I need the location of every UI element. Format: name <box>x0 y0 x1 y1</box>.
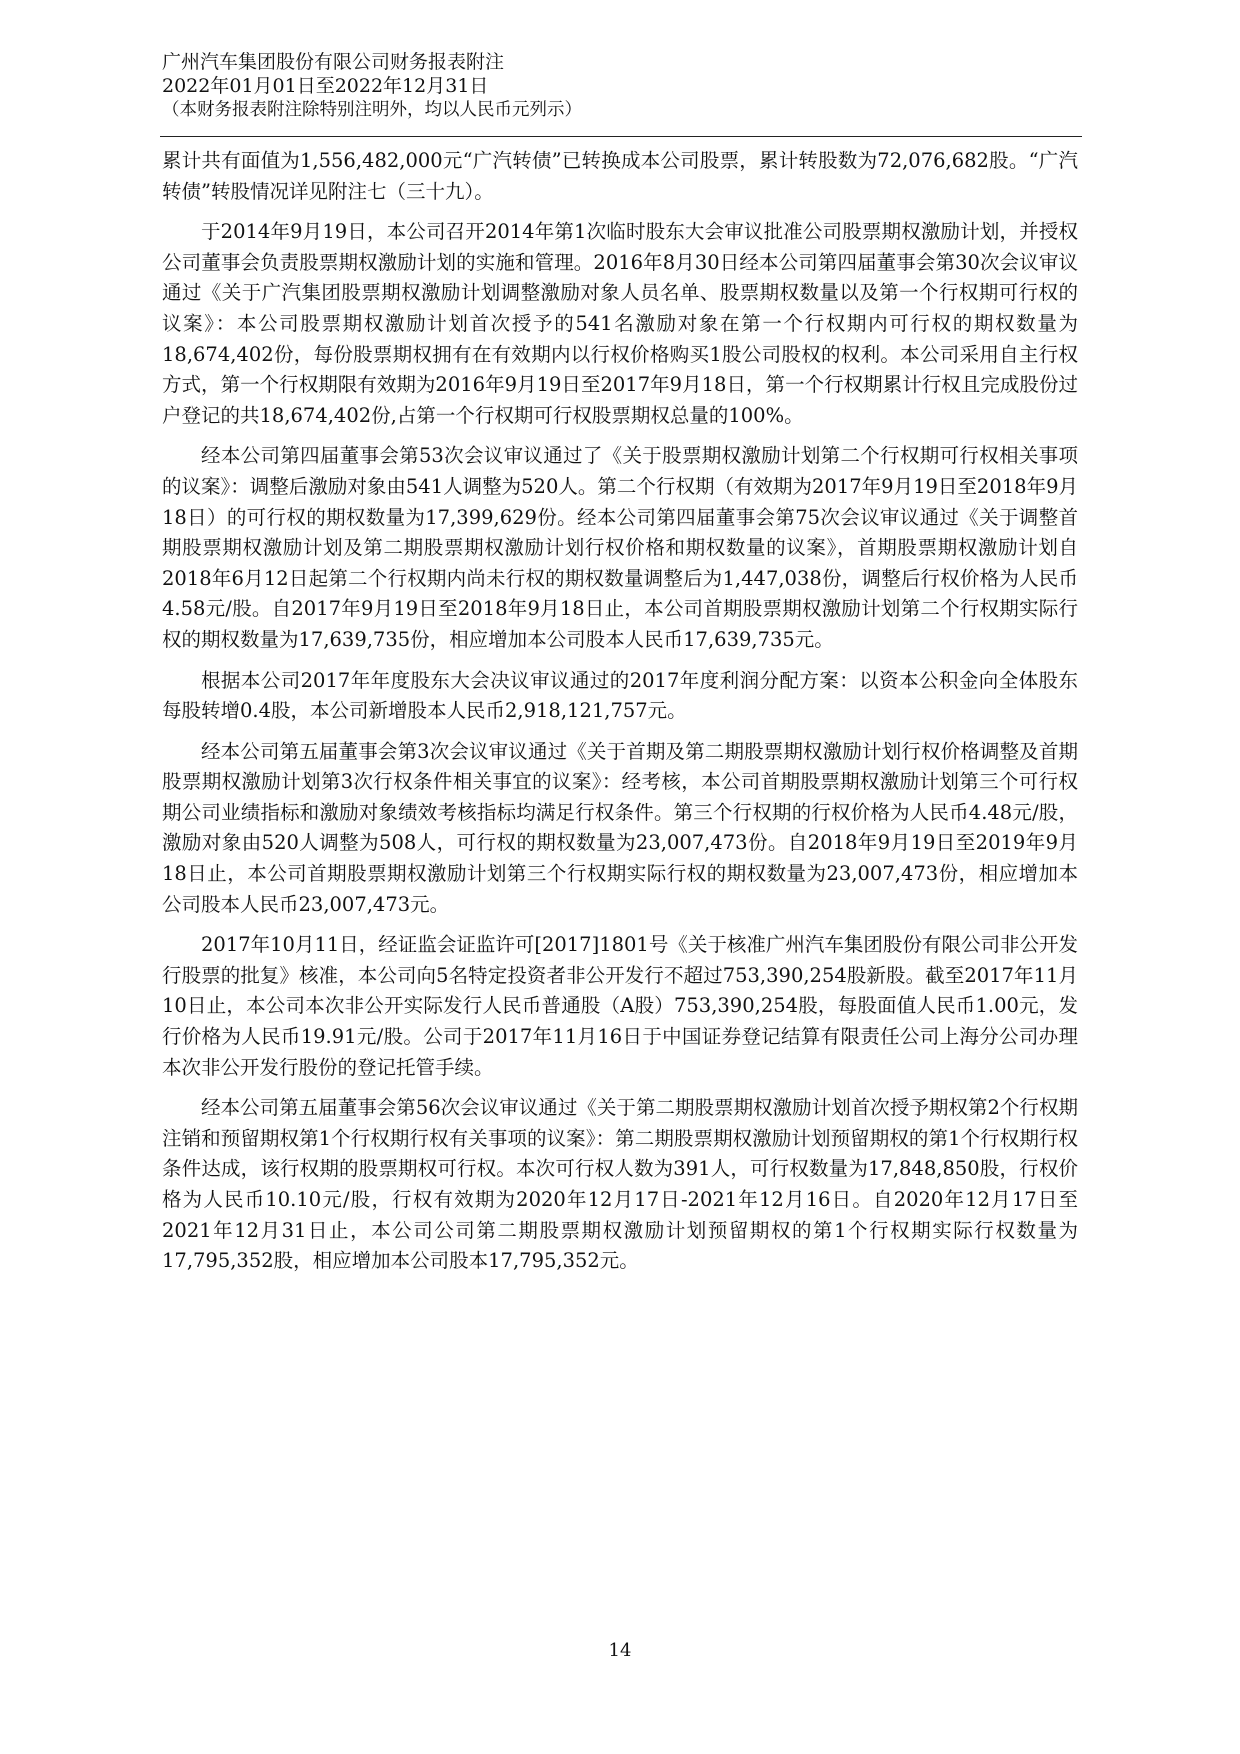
paragraph-4: 根据本公司2017年年度股东大会决议审议通过的2017年度利润分配方案：以资本公积金向全体股东每股转增0.4股，本公司新增股本人民币2,918,121,757元。 <box>162 668 1078 723</box>
currency-note: （本财务报表附注除特别注明外，均以人民币元列示） <box>162 100 582 120</box>
header-divider <box>160 136 1082 137</box>
document-body <box>162 146 1078 1287</box>
page-header <box>162 50 1082 122</box>
paragraph-2: 于2014年9月19日，本公司召开2014年第1次临时股东大会审议批准公司股票期权激励计划，并授权公司董事会负责股票期权激励计划的实施和管理。2016年8月30日经本公司第四届董事会第30次会议审议通过《关于广汽集团股票期权激励计划调整激励对象人员名单、股票期权数量以及第一个行权期可行权的议案》：本公司股票期权激励计划首次授予的541名激励对象在第一个行权期内可行权的期权数量为18,674,402份，每份股票期权拥有在有效期内以行权价格购买1股公司股权的权利。本公司采用自主行权方式，第一个行权期限有效期为2016年9月19日至2017年9月18日，第一个行权期累计行权且完成股份过户登记的共18,674,402份,占第一个行权期可行权股票期权总量的100%。 <box>162 220 1078 427</box>
report-period: 2022年01月01日至2022年12月31日 <box>162 75 489 97</box>
paragraph-6: 2017年10月11日，经证监会证监许可[2017]1801号《关于核准广州汽车集团股份有限公司非公开发行股票的批复》核准，本公司向5名特定投资者非公开发行不超过753,390,254股新股。截至2017年11月10日止，本公司本次非公开实际发行人民币普通股（A股）753,390,254股，每股面值人民币1.00元，发行价格为人民币19.91元/股。公司于2017年11月16日于中国证券登记结算有限责任公司上海分公司办理本次非公开发行股份的登记托管手续。 <box>162 933 1078 1079</box>
paragraph-3: 经本公司第四届董事会第53次会议审议通过了《关于股票期权激励计划第二个行权期可行权相关事项的议案》：调整后激励对象由541人调整为520人。第二个行权期（有效期为2017年9月19日至2018年9月18日）的可行权的期权数量为17,399,629份。经本公司第四届董事会第75次会议审议通过《关于调整首期股票期权激励计划及第二期股票期权激励计划行权价格和期权数量的议案》，首期股票期权激励计划自2018年6月12日起第二个行权期内尚未行权的期权数量调整后为1,447,038份，调整后行权价格为人民币4.58元/股。自2017年9月19日至2018年9月18日止，本公司首期股票期权激励计划第二个行权期实际行权的期权数量为17,639,735份，相应增加本公司股本人民币17,639,735元。 <box>162 444 1078 651</box>
company-title: 广州汽车集团股份有限公司财务报表附注 <box>162 51 505 73</box>
paragraph-7: 经本公司第五届董事会第56次会议审议通过《关于第二期股票期权激励计划首次授予期权第2个行权期注销和预留期权第1个行权期行权有关事项的议案》：第二期股票期权激励计划预留期权的第1个行权期行权条件达成，该行权期的股票期权可行权。本次可行权人数为391人，可行权数量为17,848,850股，行权价格为人民币10.10元/股，行权有效期为2020年12月17日-2021年12月16日。自2020年12月17日至2021年12月31日止，本公司公司第二期股票期权激励计划预留期权的第1个行权期实际行权数量为17,795,352股，相应增加本公司股本17,795,352元。 <box>162 1096 1078 1273</box>
paragraph-5: 经本公司第五届董事会第3次会议审议通过《关于首期及第二期股票期权激励计划行权价格调整及首期股票期权激励计划第3次行权条件相关事宜的议案》：经考核，本公司首期股票期权激励计划第三个可行权期公司业绩指标和激励对象绩效考核指标均满足行权条件。第三个行权期的行权价格为人民币4.48元/股，激励对象由520人调整为508人，可行权的期权数量为23,007,473份。自2018年9月19日至2019年9月18日止，本公司首期股票期权激励计划第三个行权期实际行权的期权数量为23,007,473份，相应增加本公司股本人民币23,007,473元。 <box>162 739 1078 916</box>
page-number: 14 <box>608 1640 632 1661</box>
paragraph-1: 累计共有面值为1,556,482,000元“广汽转债”已转换成本公司股票，累计转股数为72,076,682股。“广汽转债”转股情况详见附注七（三十九）。 <box>162 149 1078 203</box>
